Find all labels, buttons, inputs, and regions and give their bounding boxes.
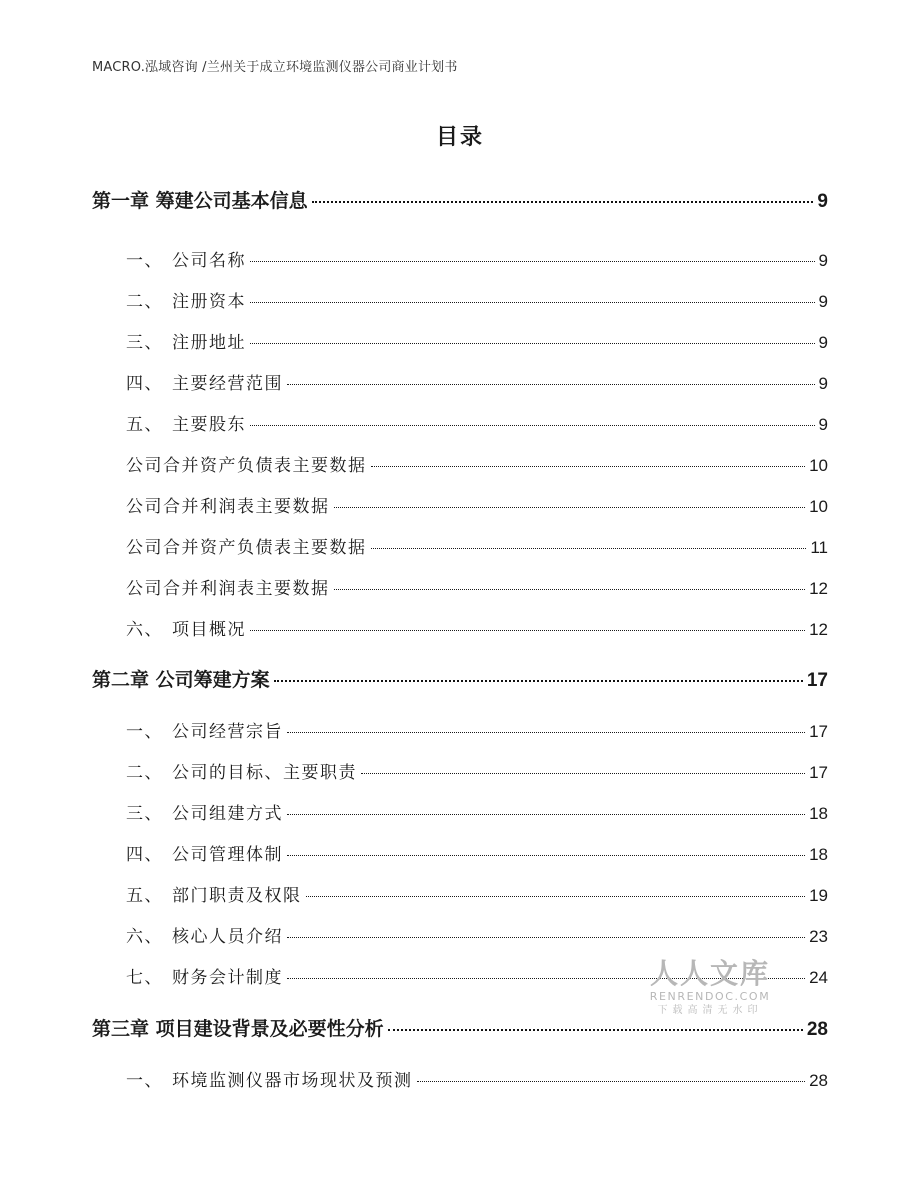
toc-entry-number: 七、 (126, 968, 163, 988)
toc-section-entry[interactable] (126, 717, 828, 742)
toc-page-number: 17 (809, 722, 828, 741)
toc-section-entry[interactable] (126, 574, 828, 599)
toc-dot-leader (250, 630, 805, 631)
toc-section-entry[interactable] (126, 881, 828, 906)
watermark (640, 958, 780, 1018)
toc-section-entry[interactable] (126, 533, 828, 558)
toc-title: 目录 (435, 125, 484, 150)
toc-chapter-entry[interactable] (92, 1014, 828, 1041)
toc-dot-leader (287, 855, 805, 856)
toc-page-number: 12 (809, 620, 828, 639)
toc-entry-label: 项目概况 (172, 620, 246, 640)
toc-entry-label: 公司合并利润表主要数据 (126, 497, 330, 517)
toc-dot-leader (250, 261, 815, 262)
toc-dot-leader (417, 1081, 806, 1082)
toc-entry-label: 主要股东 (172, 415, 246, 435)
toc-entry-label: 公司合并资产负债表主要数据 (126, 456, 367, 476)
toc-page-number: 12 (809, 579, 828, 598)
toc-entry-number: 一、 (126, 1071, 163, 1091)
toc-entry-label: 公司的目标、主要职责 (172, 763, 357, 783)
toc-page-number: 17 (809, 763, 828, 782)
toc-entry-label: 注册资本 (172, 292, 246, 312)
toc-page-number: 9 (818, 251, 828, 270)
toc-entry-number: 一、 (126, 722, 163, 742)
toc-entry-number: 二、 (126, 292, 163, 312)
toc-entry-number: 三、 (126, 333, 163, 353)
toc-section-entry[interactable] (126, 451, 828, 476)
toc-entry-label: 财务会计制度 (172, 968, 283, 988)
toc-dot-leader (287, 814, 805, 815)
toc-section-entry[interactable] (126, 410, 828, 435)
toc-dot-leader (334, 507, 806, 508)
toc-entry-label: 主要经营范围 (172, 374, 283, 394)
watermark-subtitle: 下载高清无水印 (657, 1005, 763, 1016)
toc-section-entry[interactable] (126, 758, 828, 783)
toc-page-number: 9 (818, 333, 828, 352)
toc-dot-leader (287, 937, 805, 938)
toc-chapter-entry[interactable] (92, 186, 828, 213)
toc-entry-label: 公司名称 (172, 251, 246, 271)
toc-section-entry[interactable] (126, 369, 828, 394)
toc-dot-leader (306, 896, 806, 897)
toc-entry-label: 环境监测仪器市场现状及预测 (172, 1071, 413, 1091)
toc-page-number: 10 (809, 497, 828, 516)
toc-entry-number: 六、 (126, 620, 163, 640)
toc-entry-label: 核心人员介绍 (172, 927, 283, 947)
toc-section-entry[interactable] (126, 287, 828, 312)
toc-dot-leader (274, 680, 803, 682)
toc-page-number: 28 (809, 1071, 828, 1090)
toc-chapter-entry[interactable] (92, 665, 828, 692)
toc-dot-leader (361, 773, 805, 774)
toc-entry-number: 五、 (126, 886, 163, 906)
toc-section-entry[interactable] (126, 799, 828, 824)
toc-page-number: 18 (809, 845, 828, 864)
toc-entry-label: 公司组建方式 (172, 804, 283, 824)
toc-section-entry[interactable] (126, 328, 828, 353)
toc-entry-label: 第二章 公司筹建方案 (92, 669, 270, 691)
toc-entry-label: 公司合并资产负债表主要数据 (126, 538, 367, 558)
toc-entry-label: 公司合并利润表主要数据 (126, 579, 330, 599)
toc-dot-leader (250, 343, 815, 344)
toc-entry-label: 第一章 筹建公司基本信息 (92, 190, 308, 212)
toc-section-entry[interactable] (126, 246, 828, 271)
toc-entry-number: 五、 (126, 415, 163, 435)
toc-page-number: 9 (817, 191, 828, 212)
toc-entry-number: 一、 (126, 251, 163, 271)
toc-section-entry[interactable] (126, 615, 828, 640)
toc-section-entry[interactable] (126, 1066, 828, 1091)
toc-dot-leader (334, 589, 806, 590)
toc-entry-number: 四、 (126, 845, 163, 865)
toc-dot-leader (250, 302, 815, 303)
toc-dot-leader (388, 1029, 803, 1031)
toc-entry-label: 注册地址 (172, 333, 246, 353)
toc-entry-number: 四、 (126, 374, 163, 394)
toc-dot-leader (250, 425, 815, 426)
toc-entry-label: 公司管理体制 (172, 845, 283, 865)
toc-page-number: 24 (809, 968, 828, 987)
toc-page-number: 19 (809, 886, 828, 905)
toc-dot-leader (287, 384, 815, 385)
toc-dot-leader (312, 201, 814, 203)
toc-entry-label: 部门职责及权限 (172, 886, 302, 906)
toc-dot-leader (371, 466, 806, 467)
toc-dot-leader (371, 548, 807, 549)
toc-page-number: 18 (809, 804, 828, 823)
toc-section-entry[interactable] (126, 922, 828, 947)
toc-dot-leader (287, 732, 805, 733)
toc-section-entry[interactable] (126, 840, 828, 865)
toc-page-number: 9 (818, 292, 828, 311)
toc-section-entry[interactable] (126, 492, 828, 517)
toc-page-number: 17 (806, 670, 828, 691)
toc-entry-number: 六、 (126, 927, 163, 947)
watermark-title: 人人文库 (649, 957, 770, 990)
watermark-url: RENRENDOC.COM (649, 990, 771, 1003)
toc-page-number: 23 (809, 927, 828, 946)
toc-entry-number: 三、 (126, 804, 163, 824)
page-header: MACRO.泓域咨询 /兰州关于成立环境监测仪器公司商业计划书 (92, 60, 458, 75)
toc-page-number: 9 (818, 415, 828, 434)
toc-entry-label: 公司经营宗旨 (172, 722, 283, 742)
toc-entry-number: 二、 (126, 763, 163, 783)
toc-entry-label: 第三章 项目建设背景及必要性分析 (92, 1018, 384, 1040)
toc-page-number: 9 (818, 374, 828, 393)
toc-page-number: 11 (810, 538, 828, 557)
toc-page-number: 10 (809, 456, 828, 475)
toc-page-number: 28 (806, 1019, 828, 1040)
